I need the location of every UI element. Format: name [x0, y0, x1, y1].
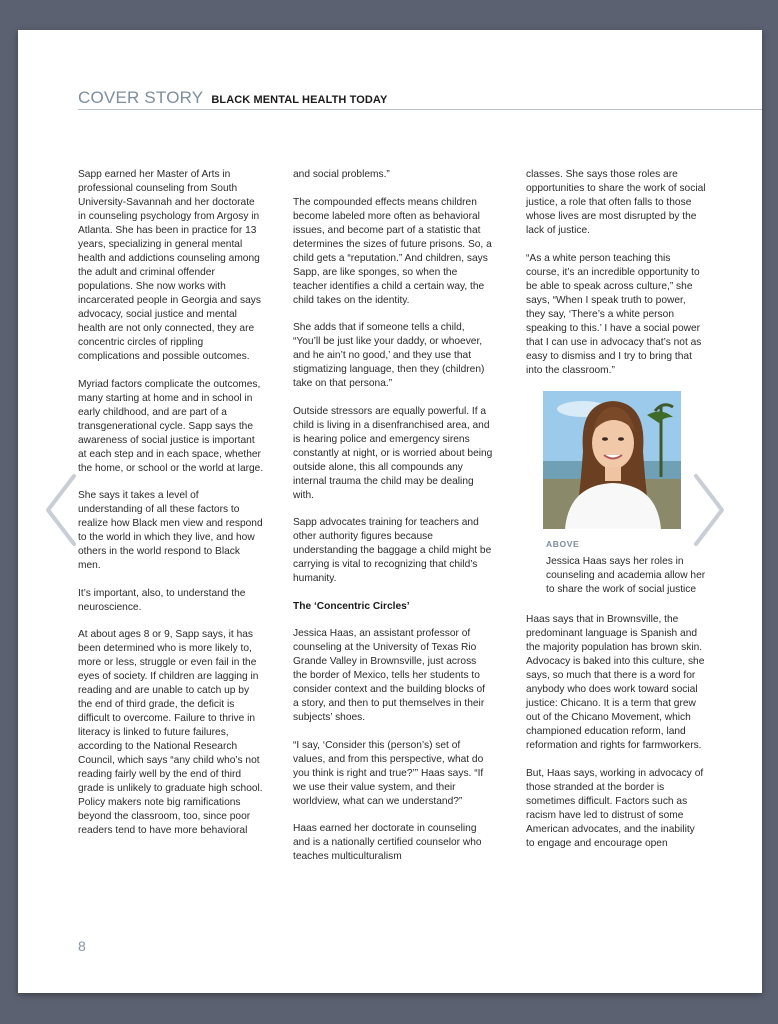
paragraph: and social problems.”: [293, 169, 390, 180]
portrait-photo: [543, 391, 681, 529]
chevron-right-icon: [686, 470, 730, 550]
article-column-1: [78, 168, 264, 852]
story-title: BLACK MENTAL HEALTH TODAY: [211, 94, 388, 106]
paragraph: “I say, ‘Consider this (person’s) set of values, and from this perspective, what do you think is right and true?’” Haas says. “If we use their value system, and their worldview, what can we understand?”: [293, 739, 484, 807]
page-header: [78, 88, 762, 110]
next-page-button[interactable]: [686, 470, 730, 550]
chevron-left-icon: [40, 470, 84, 550]
paragraph: Sapp earned her Master of Arts in professional counseling from South University-Savannah and her doctorate in counseling psychology from Argosy in Atlanta. She has been in practice for 13 years, specializing in general mental health and addictions counseling among the adult and criminal offender populations. She now works with incarcerated people in Georgia and says advocacy, social justice and mental health are not only connected, they are concentric circles of rippling complications and possible outcomes.: [78, 169, 261, 362]
paragraph: Haas earned her doctorate in counseling and is a nationally certified counselor who teaches multiculturalism: [293, 823, 482, 862]
paragraph: She says it takes a level of understanding of all these factors to realize how Black men view and respond to the world in which they live, and how others in the world respond to Black men.: [78, 490, 263, 571]
paragraph: “As a white person teaching this course, it’s an incredible opportunity to be able to speak across culture,” she says, “When I speak truth to power, they say, ‘There’s a white person speaking to this.’ I have a social power that I can use in advocacy that’s not as easy to dismiss and I try to bring that into the classroom.”: [526, 252, 702, 376]
article-column-3: [526, 168, 706, 864]
paragraph: At about ages 8 or 9, Sapp says, it has been determined who is more likely to, more or less, struggle or even fail in the eyes of society. If children are lagging in reading and are unable to catch up by the end of third grade, the deficit is difficult to overcome. Failure to thrive in literacy is linked to future failures, according to the National Research Council, which says “any child who’s not reading fairly well by the end of third grade is unlikely to graduate high school. Policy makers note big ramifications beyond the classroom, too, since poor readers tend to have more behavioral: [78, 629, 263, 836]
previous-page-button[interactable]: [40, 470, 84, 550]
portrait-illustration: [543, 391, 681, 529]
page-number: 8: [78, 938, 86, 954]
paragraph: It’s important, also, to understand the neuroscience.: [78, 587, 246, 613]
paragraph: classes. She says those roles are opportunities to share the work of social justice, a role that often falls to those whose lives are most disrupted by the lack of justice.: [526, 169, 706, 236]
paragraph: Haas says that in Brownsville, the predominant language is Spanish and the majority population has brown skin. Advocacy is baked into this culture, she says, so much that there is a word for anybody who does work toward social justice: Chicano. It is a term that grew out of the Chicano Movement, which championed education reform, land reformation and rights for farmworkers.: [526, 614, 705, 751]
paragraph: Sapp advocates training for teachers and other authority figures because understanding the baggage a child might be carrying is vital to recognizing that child’s humanity.: [293, 517, 492, 584]
magazine-page: [18, 30, 762, 993]
article-column-2: [293, 168, 493, 878]
photo-caption: Jessica Haas says her roles in counseling and academia allow her to share the work of social justice: [546, 556, 706, 595]
header-divider: [78, 109, 762, 110]
paragraph: But, Haas says, working in advocacy of those stranded at the border is sometimes difficult. Factors such as racism have led to distrust of some American advocates, and the inability to engage and encourage open: [526, 767, 704, 849]
paragraph: The compounded effects means children become labeled more often as behavioral issues, and become part of a statistic that determines the sizes of future prisons. So, a child gets a “reputation.” And children, says Sapp, are like sponges, so when the teacher identifies a child a certain way, the child takes on the identity.: [293, 196, 492, 306]
paragraph: Outside stressors are equally powerful. If a child is living in a disenfranchised area, and is hearing police and emergency sirens constantly at night, or is worried about being outside alone, this all compounds any internal trauma the child may be dealing with.: [293, 405, 493, 501]
paragraph: She adds that if someone tells a child, “You’ll be just like your daddy, or whoever, and he ain’t no good,’ and they use that stigmatizing language, then they (children) take on that persona.”: [293, 322, 485, 389]
paragraph: Jessica Haas, an assistant professor of counseling at the University of Texas Rio Grande Valley in Brownsville, just across the border of Mexico, tells her students to consider context and the building blocks of a story, and then to put themselves in their subjects’ shoes.: [293, 628, 485, 723]
subheading: The ‘Concentric Circles’: [293, 600, 410, 612]
paragraph: Myriad factors complicate the outcomes, many starting at home and in school in early childhood, and are part of a transgenerational cycle. Sapp says the awareness of social justice is important at each step and in each space, whether the home, or school or the world at large.: [78, 378, 264, 474]
section-label: COVER STORY: [78, 88, 204, 107]
caption-label: ABOVE: [546, 539, 580, 549]
